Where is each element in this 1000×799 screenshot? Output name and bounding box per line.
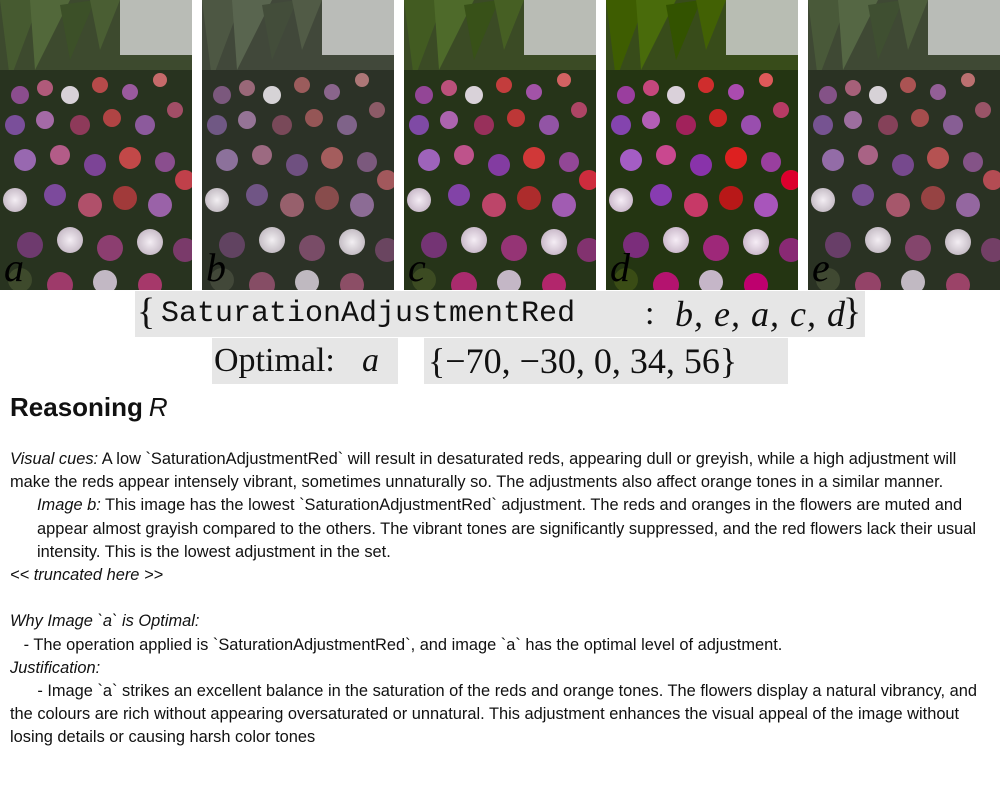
reasoning-body	[10, 448, 985, 750]
flower-photo	[0, 0, 192, 290]
optimal-value: a	[362, 342, 379, 379]
operation-name: SaturationAdjustmentRed	[161, 297, 576, 331]
justification-label: Justification:	[10, 658, 101, 677]
flower-photo	[404, 0, 596, 290]
flower-image-b	[202, 0, 394, 290]
optimal-box	[212, 338, 398, 384]
adjustment-values: {−70, −30, 0, 34, 56}	[428, 341, 738, 381]
flower-image-c	[404, 0, 596, 290]
flower-photo	[202, 0, 394, 290]
flower-image-e	[808, 0, 1000, 290]
optimal-label: Optimal:	[214, 342, 335, 379]
flower-image-a	[0, 0, 192, 290]
image-label: c	[408, 245, 426, 290]
close-brace: }	[843, 291, 862, 333]
truncated-marker: << truncated here >>	[10, 566, 164, 585]
visual-cues-label: Visual cues:	[10, 450, 99, 468]
image-label: e	[812, 245, 830, 290]
reasoning-symbol: R	[148, 392, 168, 422]
image-label: a	[4, 245, 24, 290]
reasoning-heading	[10, 391, 168, 423]
visual-cues-paragraph	[10, 448, 985, 494]
reasoning-title: Reasoning	[10, 392, 143, 422]
justification-text: - Image `a` strikes an excellent balance in the saturation of the reds and orange tones. The flowers display a natural vibrancy, and the colours are rich without appearing oversaturated or unnatural. This adjustment enhances the visual appeal of the image without losing details or causing harsh color tones	[10, 682, 982, 747]
image-label: d	[610, 245, 630, 290]
image-b-paragraph	[10, 494, 985, 564]
image-b-text: This image has the lowest `SaturationAdjustmentRed` adjustment. The reds and oranges in the flowers are muted and appear almost grayish compared to the others. The vibrant tones are significantly suppressed, and the red flowers lack their usual intensity. This is the lowest adjustment in the set.	[37, 496, 977, 561]
visual-cues-text: A low `SaturationAdjustmentRed` will result in desaturated reds, appearing dull or greyish, while a high adjustment will make the reds appear intensely vibrant, sometimes unnaturally so. The adjustments also affect orange tones in a similar manner.	[10, 450, 957, 492]
flower-photo	[606, 0, 798, 290]
why-optimal-text: - The operation applied is `SaturationAdjustmentRed`, and image `a` has the optimal level of adjustment.	[10, 635, 783, 654]
optimal-formula	[212, 338, 788, 384]
ranking-formula	[135, 291, 865, 337]
formula-colon: :	[645, 295, 655, 332]
image-b-label: Image b:	[37, 496, 101, 515]
ranking-order: b, e, a, c, d	[675, 294, 846, 334]
why-optimal-label: Why Image `a` is Optimal:	[10, 612, 200, 631]
image-strip	[0, 0, 1000, 290]
flower-image-d	[606, 0, 798, 290]
values-box	[424, 338, 788, 384]
flower-photo	[808, 0, 1000, 290]
image-label: b	[206, 245, 226, 290]
open-brace: {	[137, 291, 156, 333]
